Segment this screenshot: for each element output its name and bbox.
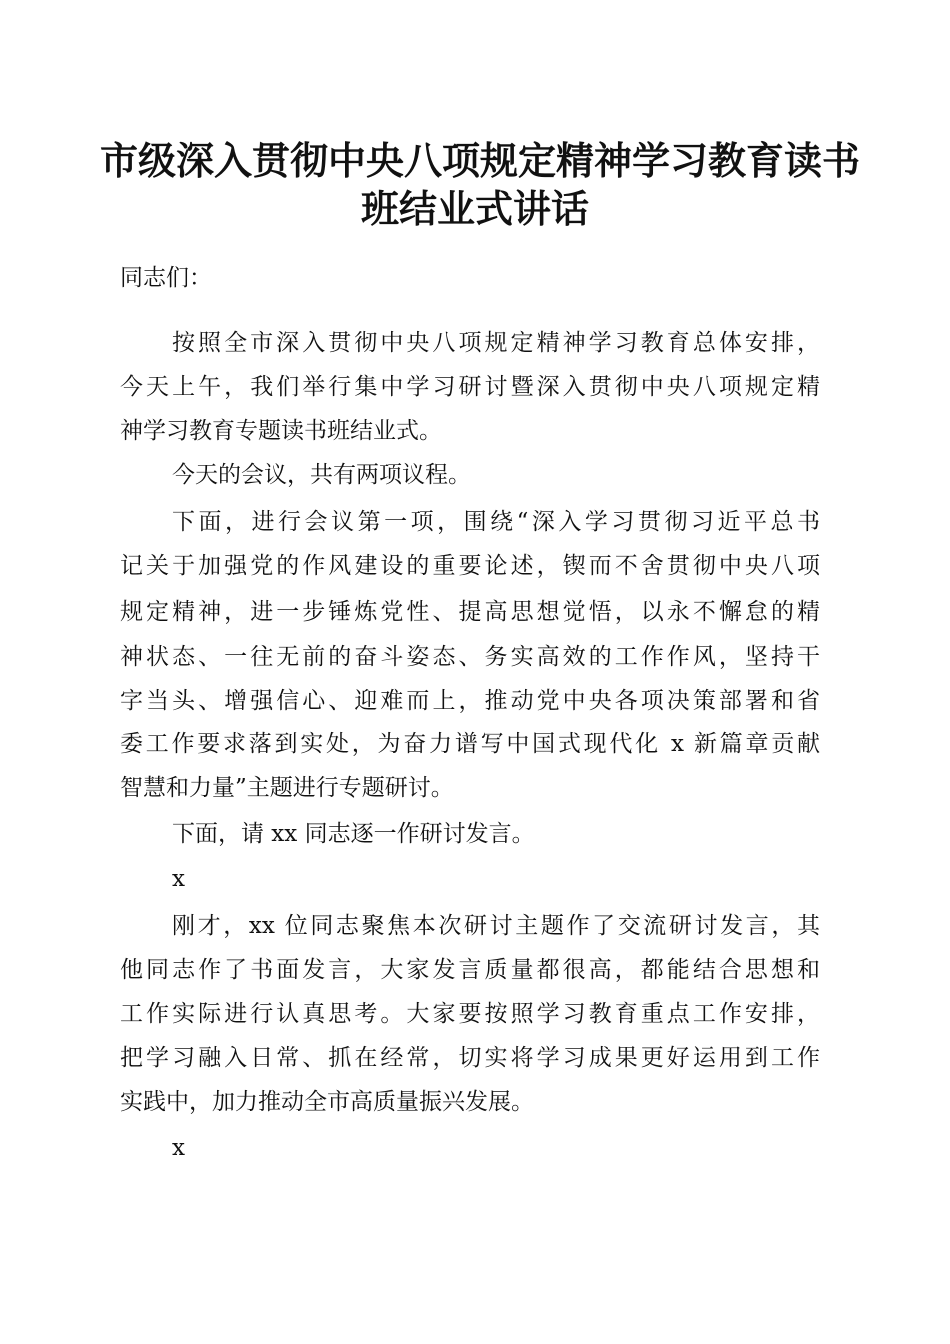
paragraph-6-line-1: 刚才，xx 位同志聚焦本次研讨主题作了交流研讨发言，其	[172, 913, 820, 939]
paragraph-3-line-7: 智慧和力量”主题进行专题研讨。	[120, 775, 454, 801]
paragraph-6-line-4: 把学习融入日常、抓在经常，切实将学习成果更好运用到工作	[120, 1045, 820, 1071]
paragraph-6-line-3: 工作实际进行认真思考。大家要按照学习教育重点工作安排，	[120, 1001, 820, 1027]
paragraph-2-line-1: 今天的会议，共有两项议程。	[172, 462, 471, 488]
placeholder-x-1: x	[172, 866, 185, 892]
paragraph-3-line-5: 字当头、增强信心、迎难而上，推动党中央各项决策部署和省	[120, 688, 820, 714]
placeholder-x-2: x	[172, 1135, 185, 1161]
paragraph-3-line-1: 下面，进行会议第一项，围绕“深入学习贯彻习近平总书	[172, 509, 820, 535]
paragraph-3-line-4: 神状态、一往无前的奋斗姿态、务实高效的工作作风，坚持干	[120, 644, 820, 670]
paragraph-1-line-2: 今天上午，我们举行集中学习研讨暨深入贯彻中央八项规定精	[120, 374, 820, 400]
salutation: 同志们：	[120, 265, 212, 291]
document-title-line-2: 班结业式讲话	[360, 186, 589, 231]
paragraph-1-line-3: 神学习教育专题读书班结业式。	[120, 418, 442, 444]
paragraph-3-line-2: 记关于加强党的作风建设的重要论述，锲而不舍贯彻中央八项	[120, 553, 820, 579]
paragraph-6-line-5: 实践中，加力推动全市高质量振兴发展。	[120, 1089, 534, 1115]
paragraph-6-line-2: 他同志作了书面发言，大家发言质量都很高，都能结合思想和	[120, 957, 820, 983]
paragraph-3-line-3: 规定精神，进一步锤炼党性、提高思想觉悟，以永不懈怠的精	[120, 599, 820, 625]
paragraph-3-line-6: 委工作要求落到实处，为奋力谱写中国式现代化 x 新篇章贡献	[120, 731, 820, 757]
document-title-line-1: 市级深入贯彻中央八项规定精神学习教育读书	[100, 138, 861, 183]
paragraph-4-line-1: 下面，请 xx 同志逐一作研讨发言。	[172, 821, 535, 847]
paragraph-1-line-1: 按照全市深入贯彻中央八项规定精神学习教育总体安排，	[172, 330, 820, 356]
